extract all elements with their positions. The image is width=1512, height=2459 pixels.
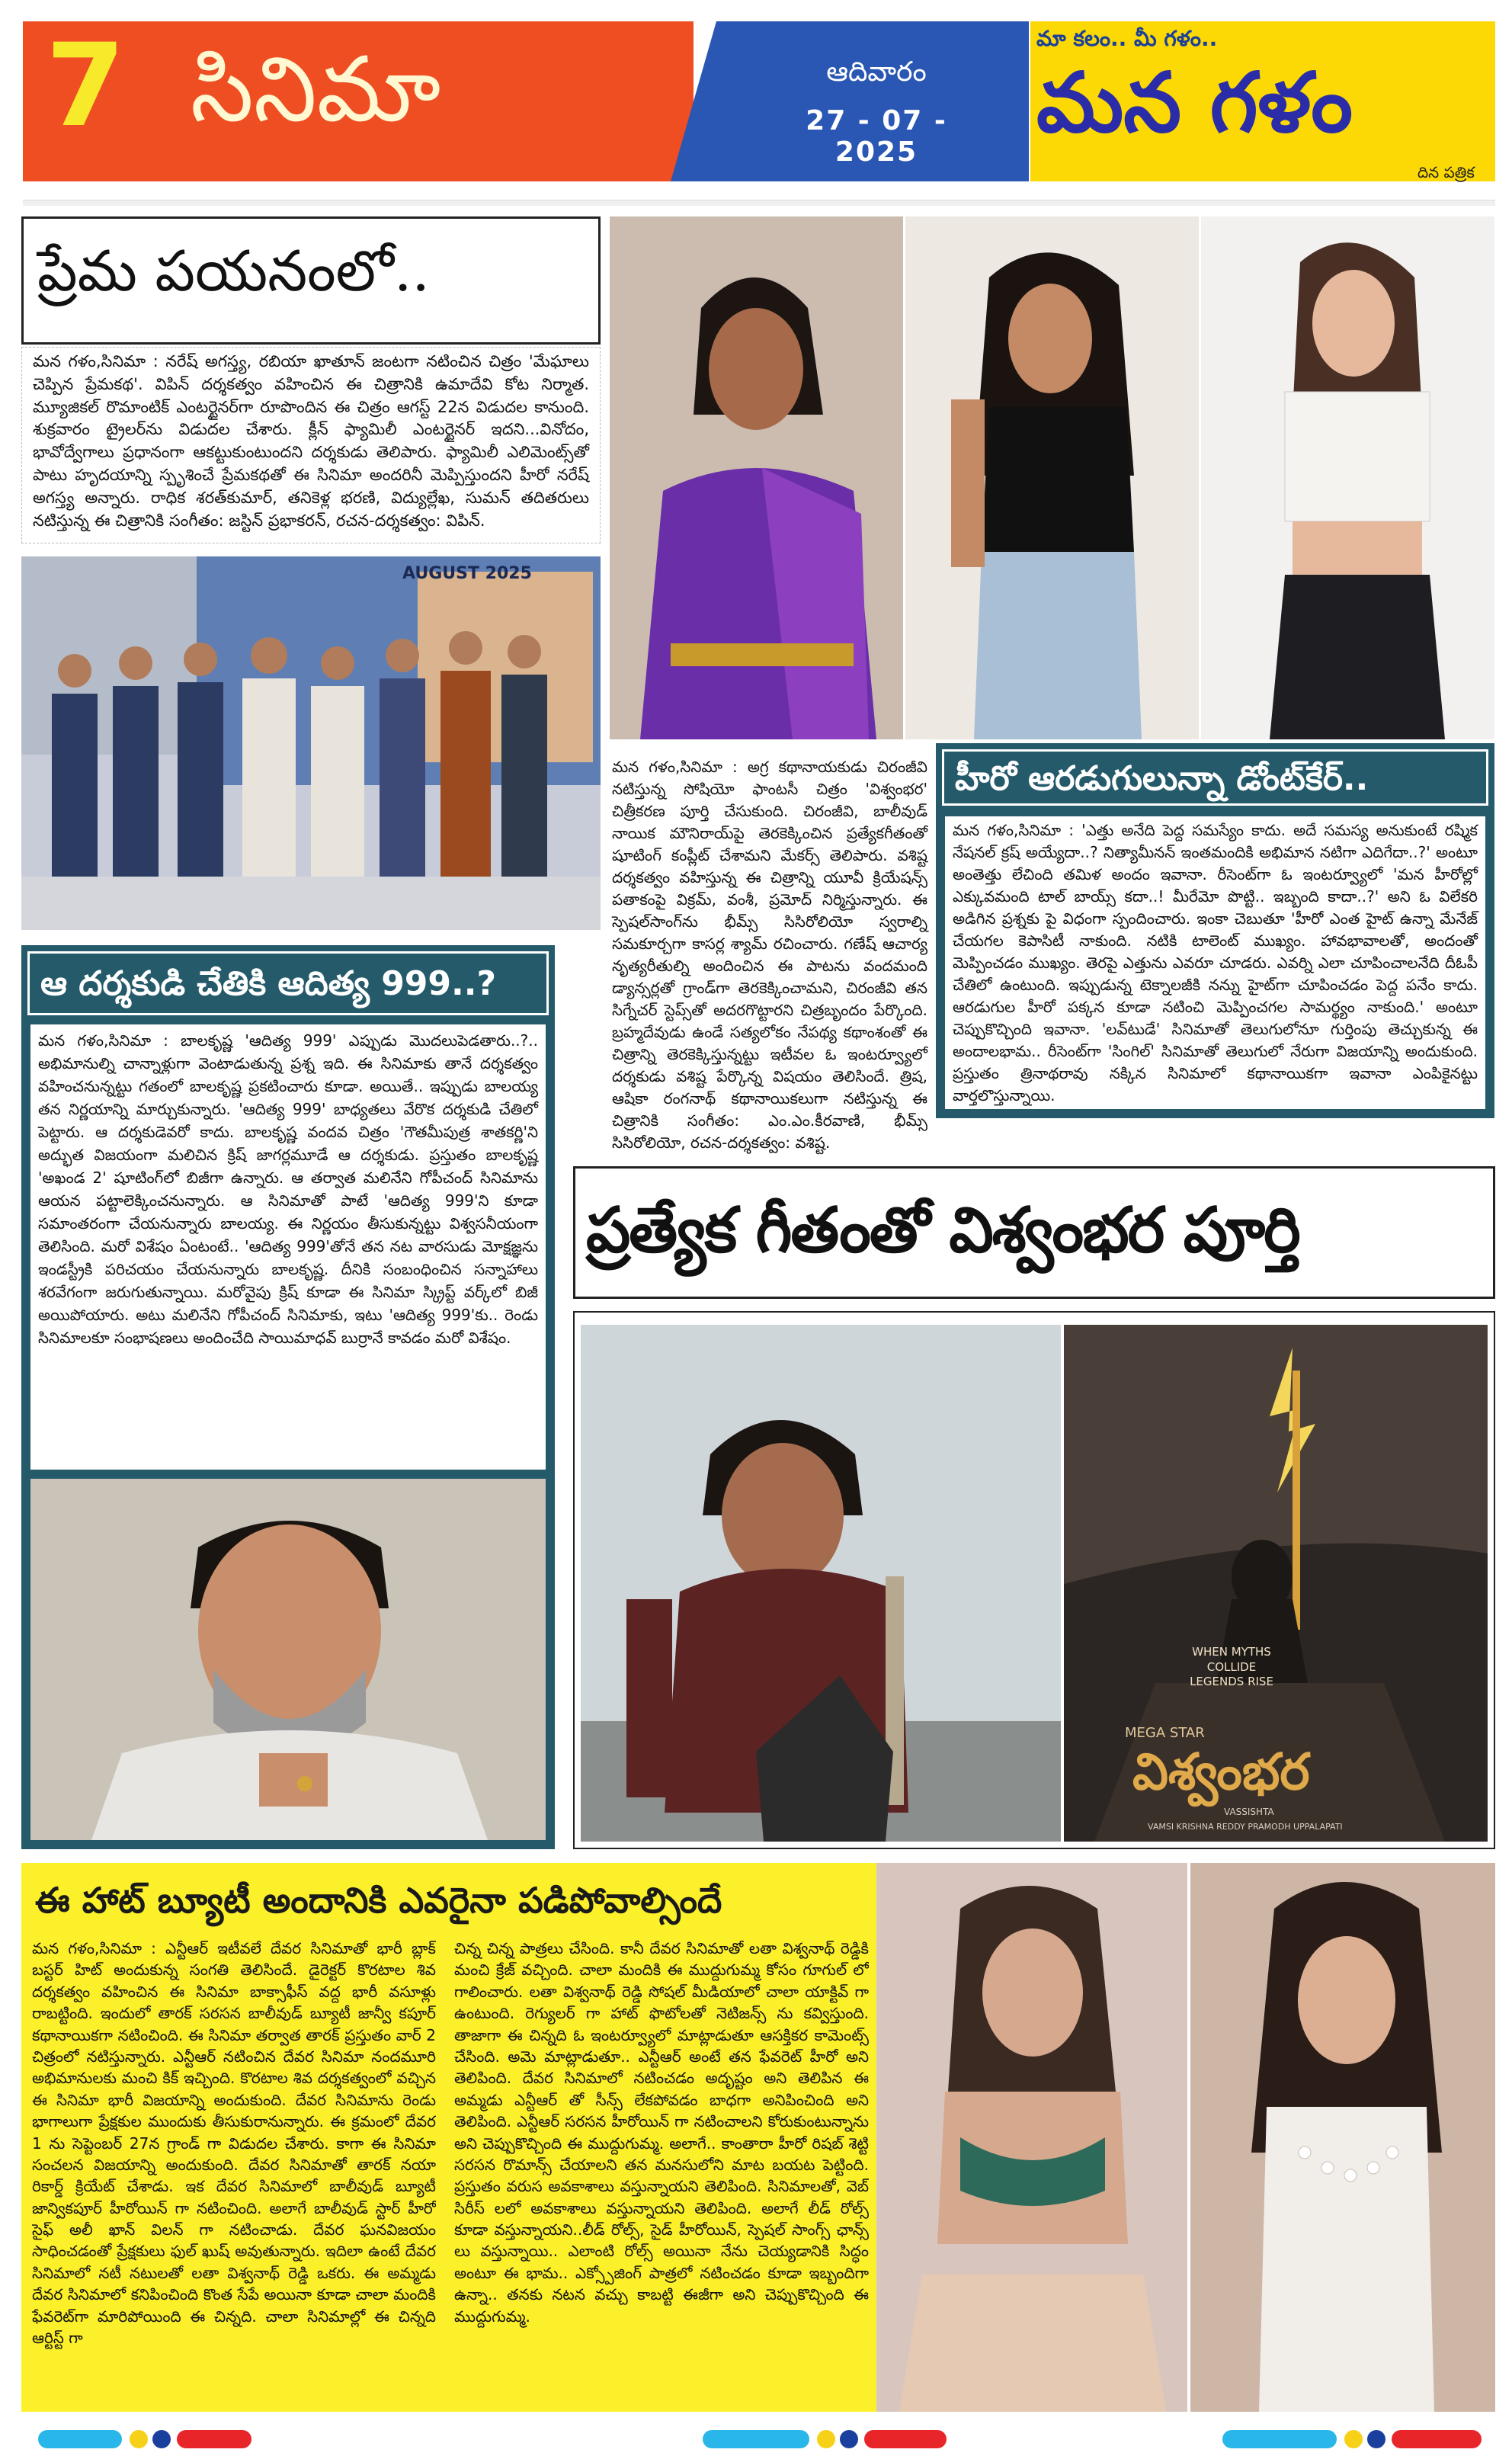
hero-body: మన గళం,సినిమా : 'ఎత్తు అనేది పెద్ద సమస్యేం కాదు. అదే సమస్య అనుకుంటే రష్మిక నేషనల్ క్రష్ అయ్యేదా..? నిత్యామీనన్ ఇంతమందికి అభిమాన నటిగా ఎదిగేదా..?' అంటూ అంతెత్తు లేచింది తమిళ అందం ఇవానా. రీసెంట్‌గా ఓ ఇంటర్వ్యూలో 'మన హీరోల్లో ఎక్కువమంది టాల్ బాయ్స్ కదా..! మీరేమో పొట్టి.. ఇబ్బంది కాదా..?' అని ఓ విలేకరి అడిగిన ప్రశ్నకు పై విధంగా స్పందించారు. ఇంకా చెబుతూ 'హీరో ఎంత హైట్ ఉన్నా మేనేజ్ చేయగల కెపాసిటీ నాకుంది. నటికి టాలెంట్ ముఖ్యం. హావభావాలతో, అందంతో మెప్పించడం ముఖ్యం. తెరపై ఎత్తును ఎవరూ చూడరు. ఎవర్ని ఎలా చూపించాలనేది దీఓపీ చేతిలో ఉంటుంది. ఇప్పుడున్న టెక్నాలజీకి నన్ను హైట్‌గా చూపించడం పెద్ద పనేం కాదు. ఆరడుగుల హీరో పక్కన కూడా నటించి మెప్పించగల సామర్థ్యం నాకుంది.' అంటూ చెప్పుకొచ్చింది ఇవానా. 'లవ్‌టుడే' సినిమాతో తెలుగులోనూ గుర్తింపు తెచ్చుకున్న ఈ అందాలభామ.. రీసెంట్‌గా 'సింగిల్' సినిమాతో తెలుగులో నేరుగా విజయాన్ని అందుకుంది. ప్రస్తుతం త్రినాథరావు నక్కిన సినిమాలో కథానాయికగా ఇవానా ఎంపికైనట్టు వార్తలొస్తున్నాయి. <box>953 821 1478 1104</box>
janhvi-headline-box <box>29 1871 870 1932</box>
hero-body-box <box>945 816 1485 1109</box>
page-number: 7 <box>46 20 126 152</box>
actress-photo-jeans <box>905 216 1199 739</box>
aditya-body-box <box>30 1024 546 1470</box>
balakrishna-photo <box>30 1479 546 1840</box>
janhvi-body-col1: మన గళం,సినిమా : ఎన్టీఆర్ ఇటీవలే దేవర సినిమాతో భారీ బ్లాక్ బస్టర్ హిట్ అందుకున్న సంగతి తెలిసిందే. డైరెక్టర్ కొరటాల శివ దర్శకత్వం వహించిన ఈ సినిమా బాక్సాఫీస్ వద్ద భారీ వసూళ్లు రాబట్టింది. ఇందులో తారక్ సరసన బాలీవుడ్ బ్యూటీ జాన్వీ కపూర్ కథానాయికగా నటించింది. ఈ సినిమా తర్వాత తారక్ ప్రస్తుతం వార్ 2 చిత్రంలో నటిస్తున్నారు. ఎన్టీఆర్ నటించిన దేవర సినిమా నందమూరి అభిమానులకు మంచి కిక్ ఇచ్చింది. కొరటాల శివ దర్శకత్వంలో వచ్చిన ఈ సినిమా భారీ విజయాన్ని అందుకుంది. దేవర సినిమాను రెండు భాగాలుగా ప్రేక్షకుల ముందుకు తీసుకురానున్నారు. ఈ క్రమంలో దేవర 1 ను సెప్టెంబర్ 27న గ్రాండ్ గా విడుదల చేశారు. కాగా ఈ సినిమా సంచలన విజయాన్ని అందుకుంది. దేవర సినిమాతో తారక్ నయా రికార్డ్ క్రియేట్ చేశాడు. ఇక దేవర సినిమాలో బాలీవుడ్ బ్యూటీ జాన్వికపూర్ హీరోయిన్ గా నటించింది. అలాగే బాలీవుడ్ స్టార్ హీరో సైఫ్ అలీ ఖాన్ విలన్ గా నటించాడు. దేవర ఘనవిజయం సాధించడంతో ప్రేక్షకులు ఫుల్ ఖుష్ అవుతున్నారు. ఇదిలా ఉంటే దేవర సినిమాలో నటీ నటులతో లతా విశ్వనాథ్ రెడ్డి ఒకరు. ఈ అమ్మడు దేవర సినిమాలో కనిపించింది కొంత సేపే అయినా కూడా చాలా మందికి ఫేవరెట్‌గా మారిపోయింది ఈ చిన్నది. చాలా సినిమాల్లో ఈ చిన్నది ఆర్టిస్ట్ గా <box>32 1939 436 2348</box>
hero-article-box <box>936 743 1494 1118</box>
vishwambhara-headline-box <box>573 1166 1495 1299</box>
masthead-rule <box>23 200 1495 206</box>
logo-subtitle: దిన పత్రిక <box>1418 163 1475 181</box>
poster-director: VASSISHTA <box>1224 1807 1274 1817</box>
hero-headline-box <box>942 749 1488 806</box>
footer-bar-right <box>1222 2430 1482 2448</box>
issue-date: 27 - 07 - 2025 <box>806 105 947 168</box>
aditya-headline: ఆ దర్శకుడి చేతికి ఆదిత్య 999..? <box>40 964 496 1003</box>
janhvi-photo-1 <box>876 1863 1187 2412</box>
janhvi-body-col2: చిన్న చిన్న పాత్రలు చేసింది. కానీ దేవర సినిమాతో లతా విశ్వనాథ్ రెడ్డికి మంచి క్రేజ్ వచ్చింది. చాలా మందికి ఈ ముద్దుగుమ్మ కోసం గూగుల్ లో గాలించారు. లతా విశ్వనాథ్ రెడ్డి సోషల్ మీడియాలో చాలా యాక్టివ్ గా ఉంటుంది. రెగ్యులర్ గా హాట్ ఫొటోలతో నెటిజన్స్ ను కవ్విస్తుంది. తాజాగా ఈ చిన్నది ఓ ఇంటర్వ్యూలో మాట్లాడుతూ ఆసక్తికర కామెంట్స్ చేసింది. అమె మాట్లాడుతూ.. ఎన్టీఆర్ అంటే తన ఫేవరెట్ హీరో అని తెలిపింది. దేవర సినిమాలో నటించడం అదృష్టం అని తెలిపిన ఈ అమ్మడు ఎన్టీఆర్ తో సీన్స్ లేకపోవడం బాధగా అనిపించింది అని తెలిపింది. ఎన్టీఆర్ సరసన హీరోయిన్ గా నటించాలని కోరుకుంటున్నాను అని చెప్పుకొచ్చింది ఈ ముద్దుగుమ్మ. అలాగే.. కాంతారా హీరో రిషబ్ శెట్టి సరసన రొమాన్స్ చేయాలని తన మనసులోని మాట బయట పెట్టింది. ప్రస్తుతం వరుస అవకాశాలు వస్తున్నాయని తెలిపింది. సినిమాలతో, వెబ్ సిరీస్ లలో అవకాశాలు వస్తున్నాయని తెలిపింది. అలాగే లీడ్ రోల్స్ కూడా వస్తున్నాయని..లీడ్ రోల్స్, సైడ్ హీరోయిన్, స్పెషల్ సాంగ్స్ ఛాన్స్ లు వస్తున్నాయి.. ఎలాంటి రోల్స్ అయినా నేను చెయ్యడానికి సిద్ధం అంటూ ఈ భామ.. ఎక్స్పోజింగ్ పాత్రలో నటించడం కూడా ఇబ్బందిగా ఉన్నా.. తనకు నటన వచ్చు కాబట్టి ఈజీగా అని చెప్పుకొచ్చింది ఈ ముద్దుగుమ్మ. <box>454 1939 869 2326</box>
aditya-headline-box <box>27 951 549 1015</box>
janhvi-headline: ఈ హాట్ బ్యూటీ అందానికి ఎవరైనా పడిపోవాల్సిందే <box>35 1880 722 1921</box>
aditya-body: మన గళం,సినిమా : బాలకృష్ణ 'ఆదిత్య 999' ఎప్పుడు మొదలుపెడతారు..?.. అభిమానుల్ని చాన్నాళ్లుగా వెంటాడుతున్న ప్రశ్న ఇది. ఈ సినిమాకు తానే దర్శకత్వం వహించనున్నట్టు గతంలో బాలకృష్ణ ప్రకటించారు కూడా. అయితే.. ఇప్పుడు బాలయ్య తన నిర్ణయాన్ని మార్చుకున్నారు. 'ఆదిత్య 999' బాధ్యతలు వేరొక దర్శకుడి చేతిలో పెట్టారు. ఆ దర్శకుడెవరో కాదు. బాలకృష్ణ వందవ చిత్రం 'గౌతమీపుత్ర శాతకర్ణి'ని అద్భుత విజయంగా మలిచిన క్రిష్ జాగర్లమూడే ఆ దర్శకుడు. ప్రస్తుతం బాలకృష్ణ 'అఖండ 2' షూటింగ్‌లో బిజీగా ఉన్నారు. ఆ తర్వాత మలినేని గోపీచంద్ సినిమాను ఆయన పట్టాలెక్కించనున్నారు. ఆ సినిమాతో పాటే 'ఆదిత్య 999'ని కూడా సమాంతరంగా చేయనున్నారు బాలయ్య. ఈ నిర్ణయం తీసుకున్నట్టు విశ్వసనీయంగా తెలిసింది. మరో విశేషం ఏంటంటే.. 'ఆదిత్య 999'తోనే తన నట వారసుడు మోక్షజ్ఞను ఇండస్ట్రీకి పరిచయం చేయనున్నారు బాలకృష్ణ. దీనికి సంబంధించిన సన్నాహాలు శరవేగంగా జరుగుతున్నాయి. మరోవైపు క్రిష్ కూడా ఈ సినిమా స్క్రిప్ట్ వర్క్‌లో బిజీ అయిపోయారు. అటు మలినేని గోపీచంద్ సినిమాకు, ఇటు 'ఆదిత్య 999'కు.. రెండు సినిమాలకూ సంభాషణలు అందించేది సాయిమాధవ్ బుర్రానే కావడం మరో విశేషం. <box>38 1031 538 1347</box>
issue-day: ఆదివారం <box>826 56 927 88</box>
janhvi-photo-2 <box>1190 1863 1495 2412</box>
actress-photo-saree <box>610 216 903 739</box>
poster-producers: VAMSI KRISHNA REDDY PRAMODH UPPALAPATI <box>1148 1822 1343 1832</box>
vishwambhara-body: మన గళం,సినిమా : అగ్ర కథానాయకుడు చిరంజీవి నటిస్తున్న సోషియో ఫాంటసీ చిత్రం 'విశ్వంభర' చిత్రీకరణ పూర్తి చేసుకుంది. చిరంజీవి, బాలీవుడ్ నాయిక మౌనిరాయ్‌పై తెరకెక్కించిన ప్రత్యేకగీతంతో షూటింగ్ కంప్లీట్ చేశామని మేకర్స్ తెలిపారు. వశిష్ట దర్శకత్వం వహిస్తున్న ఈ చిత్రాన్ని యూవీ క్రియేషన్స్ పతాకంపై విక్రమ్, వంశీ, ప్రమోద్ నిర్మిస్తున్నారు. ఈ స్పెషల్‌సాంగ్‌ను భీమ్స్ సిసిరోలియో స్వరాల్ని సమకూర్చగా కాసర్ల శ్యామ్ రచించారు. గణేష్ ఆచార్య నృత్యరీతుల్ని అందించిన ఈ పాటను వందమంది డ్యాన్సర్లతో గ్రాండ్‌గా తెరకెక్కించామని, చిరంజీవి తన సిగ్నేచర్ స్టెప్స్‌తో అదరగొట్టారని చిత్రబృందం పేర్కొంది. బ్రహ్మదేవుడు ఉండే సత్యలోకం నేపథ్య కథాంశంతో ఈ చిత్రాన్ని తెరకెక్కిస్తున్నట్టు ఇటీవల ఓ ఇంటర్వ్యూలో దర్శకుడు వశిష్ట పేర్కొన్న విషయం తెలిసిందే. త్రిష, ఆషికా రంగనాథ్ కథానాయికలుగా నటిస్తున్న ఈ చిత్రానికి సంగీతం: ఎం.ఎం.కీరవాణి, భీమ్స్ సిసిరోలియో, రచన-దర్శకత్వం: వశిష్ట. <box>612 758 927 1152</box>
hero-headline: హీరో ఆరడుగులున్నా డోంట్‌కేర్.. <box>955 759 1369 798</box>
poster-tagline: WHEN MYTHS COLLIDE LEGENDS RISE <box>1190 1645 1273 1688</box>
logo-tagline: మా కలం.. మీ గళం.. <box>1036 26 1218 51</box>
aditya-article-box <box>21 945 555 1849</box>
article-headline-box <box>21 216 601 345</box>
article-body-box <box>21 347 601 543</box>
vishwambhara-body-box <box>606 755 934 1152</box>
janhvi-article-box <box>21 1863 878 2412</box>
section-title: సినిమా <box>191 37 441 142</box>
janhvi-column-2 <box>454 1938 869 2404</box>
actress-photo-crop-top <box>1201 216 1494 739</box>
event-photo <box>21 556 601 930</box>
article-headline: ప్రేమ పయనంలో.. <box>37 239 430 304</box>
poster-star: MEGA STAR <box>1125 1725 1205 1741</box>
chiranjeevi-photo <box>581 1325 1061 1842</box>
vishwambhara-headline: ప్రత్యేక గీతంతో విశ్వంభర పూర్తి <box>586 1194 1299 1267</box>
poster-title: విశ్వంభర <box>1132 1742 1310 1801</box>
article-body: మన గళం,సినిమా : నరేష్ అగస్త్య, రబియా ఖాతూన్ జంటగా నటించిన చిత్రం 'మేఘాలు చెప్పిన ప్రేమకథ'. విపిన్ దర్శకత్వం వహించిన ఈ చిత్రానికి ఉమాదేవి కోట నిర్మాత. మ్యూజికల్ రొమాంటిక్ ఎంటర్టైనర్‌గా రూపొందిన ఈ చిత్రం ఆగస్ట్ 22న విడుదల కానుంది. శుక్రవారం ట్రైలర్‌ను విడుదల చేశారు. క్లీన్ ఫ్యామిలీ ఎంటర్టైనర్ ఇదని...వినోదం, భావోద్వేగాలు ప్రధానంగా ఆకట్టుకుంటుందని దర్శకుడు తెలిపారు. ఫ్యామిలీ ఎలిమెంట్స్‌తో పాటు హృదయాన్ని స్పృశించే ప్రేమకథతో ఈ సినిమా అందరినీ మెప్పిస్తుందని హీరో నరేష్ అగస్త్య అన్నారు. రాధిక శరత్‌కుమార్, తనికెళ్ల భరణి, విద్యుల్లేఖ, సుమన్ తదితరులు నటిస్తున్న ఈ చిత్రానికి సంగీతం: జస్టిన్ ప్రభాకరన్, రచన-దర్శకత్వం: విపిన్. <box>33 352 589 530</box>
footer-bar-left <box>38 2430 251 2448</box>
vishwambhara-poster <box>1064 1325 1488 1842</box>
poster-date-text: AUGUST 2025 <box>402 564 532 583</box>
janhvi-column-1 <box>32 1938 436 2404</box>
footer-bar-center <box>703 2430 947 2448</box>
newspaper-logo: మన గళం <box>1036 56 1353 151</box>
